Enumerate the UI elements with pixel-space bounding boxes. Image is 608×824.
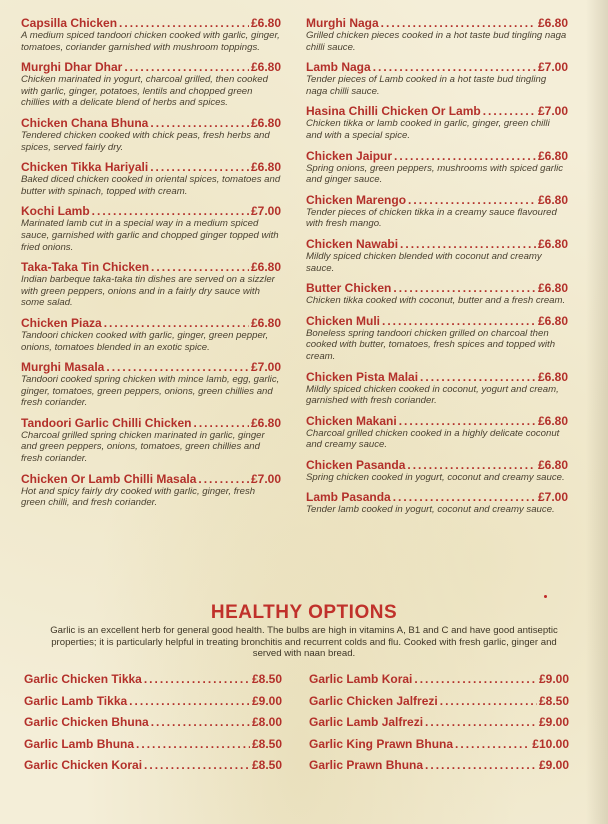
item-name: Garlic Chicken Jalfrezi xyxy=(309,693,438,708)
dot-leader xyxy=(136,737,250,751)
dot-leader xyxy=(106,360,249,374)
dot-leader xyxy=(407,458,536,472)
item-description: A medium spiced tandoori chicken cooked with garlic, ginger, tomatoes, coriander garnished with mushroom toppings. xyxy=(21,30,280,53)
item-name: Chicken Or Lamb Chilli Masala xyxy=(21,471,197,486)
item-name: Chicken Makani xyxy=(306,413,397,428)
item-name: Garlic Chicken Bhuna xyxy=(24,715,149,729)
item-price: £7.00 xyxy=(250,471,281,486)
dot-leader xyxy=(129,694,250,708)
menu-item xyxy=(21,204,281,253)
item-name: Lamb Naga xyxy=(306,60,371,75)
menu-item xyxy=(306,490,568,516)
item-name: Chicken Pista Malai xyxy=(306,369,419,384)
menu-item xyxy=(306,370,568,407)
item-name: Tandoori Garlic Chilli Chicken xyxy=(21,415,192,430)
menu-item xyxy=(21,260,281,309)
item-name: Chicken Chana Bhuna xyxy=(21,115,149,130)
item-description: Chicken tikka or lamb cooked in garlic, ginger, green chilli and with a special spice. xyxy=(306,118,550,141)
item-name: Chicken Piaza xyxy=(21,315,102,330)
menu-item xyxy=(306,458,568,484)
item-price: £8.50 xyxy=(251,736,282,751)
item-description: Grilled chicken pieces cooked in a hot taste bud tingling naga chilli sauce. xyxy=(306,30,567,53)
dot-leader xyxy=(425,715,537,729)
garlic-item xyxy=(24,737,282,751)
item-price: £6.80 xyxy=(537,413,568,428)
item-description: Spring onions, green peppers, mushrooms with spiced garlic and ginger sauce. xyxy=(306,162,564,186)
item-description: Charcoal grilled chicken cooked in a highly delicate coconut and creamy sauce. xyxy=(306,427,560,451)
item-price: £10.00 xyxy=(532,736,569,751)
item-price: £6.80 xyxy=(250,315,281,330)
dot-leader xyxy=(393,490,536,504)
item-name: Murghi Masala xyxy=(21,360,105,375)
item-price: £6.80 xyxy=(537,192,568,207)
menu-item xyxy=(306,237,568,274)
item-name: Garlic Lamb Tikka xyxy=(24,693,128,708)
item-description: Tender pieces of chicken tikka in a creamy sauce flavoured with fresh mango. xyxy=(306,206,557,230)
right-menu-column xyxy=(306,16,568,523)
item-name: Lamb Pasanda xyxy=(306,490,391,505)
item-name: Garlic Chicken Tikka xyxy=(24,672,142,686)
item-name: Murghi Naga xyxy=(306,16,379,30)
menu-item xyxy=(306,193,568,230)
item-price: £7.00 xyxy=(537,60,568,75)
print-speck xyxy=(544,595,547,598)
item-price: £8.50 xyxy=(538,693,569,708)
item-description: Charcoal grilled spring chicken marinated in garlic, ginger and green peppers, onions, tomatoes, green chillies and fresh coriander. xyxy=(21,429,265,465)
garlic-left-list xyxy=(24,672,282,780)
item-description: Chicken tikka cooked with coconut, butter and a fresh cream. xyxy=(306,295,566,307)
item-price: £6.80 xyxy=(537,236,568,251)
dot-leader xyxy=(92,204,249,218)
item-price: £8.00 xyxy=(251,715,282,729)
item-price: £6.80 xyxy=(537,457,568,472)
item-price: £9.00 xyxy=(538,715,569,729)
item-description: Tender pieces of Lamb cooked in a hot taste bud tingling naga chilli sauce. xyxy=(306,74,547,97)
item-price: £6.80 xyxy=(250,260,281,275)
item-price: £9.00 xyxy=(538,672,569,686)
item-name: Garlic Chicken Korai xyxy=(24,758,143,772)
item-name: Taka-Taka Tin Chicken xyxy=(21,260,150,275)
item-name: Capsilla Chicken xyxy=(21,16,118,30)
dot-leader xyxy=(440,694,537,708)
left-menu-column xyxy=(21,16,281,516)
dot-leader xyxy=(144,758,250,772)
item-description: Tender lamb cooked in yogurt, coconut and creamy sauce. xyxy=(306,504,555,516)
item-price: £7.00 xyxy=(537,490,568,505)
dot-leader xyxy=(425,758,537,772)
dot-leader xyxy=(151,260,249,274)
menu-item xyxy=(21,160,281,197)
item-name: Garlic Lamb Jalfrezi xyxy=(309,715,424,729)
garlic-item xyxy=(309,737,569,751)
dot-leader xyxy=(399,414,536,428)
dot-leader xyxy=(394,149,536,163)
item-name: Chicken Muli xyxy=(306,313,381,328)
dot-leader xyxy=(151,715,250,729)
item-name: Chicken Pasanda xyxy=(306,457,406,472)
dot-leader xyxy=(119,16,249,30)
item-price: £6.80 xyxy=(250,160,281,175)
item-price: £6.80 xyxy=(250,16,281,30)
item-name: Chicken Nawabi xyxy=(306,236,399,251)
dot-leader xyxy=(373,60,536,74)
item-price: £6.80 xyxy=(250,415,281,430)
item-price: £7.00 xyxy=(537,104,568,119)
dot-leader xyxy=(420,370,536,384)
item-price: £7.00 xyxy=(250,204,281,219)
dot-leader xyxy=(381,16,536,30)
item-description: Tandoori cooked spring chicken with mince lamb, egg, garlic, ginger, tomatoes, green peppers, onions, green chillies and fresh coriander. xyxy=(21,374,280,409)
dot-leader xyxy=(150,160,249,174)
item-description: Spring chicken cooked in yogurt, coconut and creamy sauce. xyxy=(306,471,565,483)
dot-leader xyxy=(150,116,249,130)
menu-item xyxy=(306,281,568,307)
item-name: Chicken Marengo xyxy=(306,192,407,207)
item-price: £9.00 xyxy=(251,693,282,708)
dot-leader xyxy=(455,737,530,751)
page-edge-shadow xyxy=(586,0,608,824)
item-description: Mildly spiced chicken blended with coconut and creamy sauce. xyxy=(306,250,542,274)
item-price: £6.80 xyxy=(250,115,281,130)
dot-leader xyxy=(104,316,249,330)
garlic-item xyxy=(24,715,282,729)
menu-item xyxy=(21,16,281,53)
healthy-options-heading: HEALTHY OPTIONS xyxy=(210,602,398,623)
menu-item xyxy=(21,360,281,409)
menu-item xyxy=(21,472,281,509)
item-name: Kochi Lamb xyxy=(21,204,90,219)
item-description: Hot and spicy fairly dry cooked with garlic, ginger, fresh green chilli, and fresh coriander. xyxy=(21,485,256,509)
dot-leader xyxy=(144,672,250,686)
garlic-item xyxy=(309,694,569,708)
item-name: Butter Chicken xyxy=(306,281,392,296)
item-price: £7.00 xyxy=(250,360,281,375)
item-price: £6.80 xyxy=(537,16,568,30)
item-price: £6.80 xyxy=(250,60,281,75)
dot-leader xyxy=(198,472,249,486)
garlic-item xyxy=(309,672,569,686)
dot-leader xyxy=(124,60,249,74)
garlic-item xyxy=(309,758,569,772)
menu-item xyxy=(21,416,281,465)
item-price: £8.50 xyxy=(251,672,282,686)
dot-leader xyxy=(483,104,536,118)
item-description: Tandoori chicken cooked with garlic, ginger, green pepper, onions, tomatoes blended in an exotic spice. xyxy=(21,329,269,353)
garlic-right-list xyxy=(309,672,569,780)
item-price: £6.80 xyxy=(537,148,568,163)
dot-leader xyxy=(193,416,248,430)
menu-item xyxy=(306,60,568,97)
menu-item xyxy=(306,314,568,363)
menu-item xyxy=(21,116,281,153)
item-price: £6.80 xyxy=(537,281,568,296)
menu-item xyxy=(306,16,568,53)
menu-item xyxy=(306,104,568,141)
item-description: Baked diced chicken cooked in oriental spices, tomatoes and butter with spinach, topped with cream. xyxy=(21,174,281,197)
item-name: Garlic Lamb Bhuna xyxy=(24,736,135,751)
dot-leader xyxy=(408,193,536,207)
item-description: Tendered chicken cooked with chick peas, fresh herbs and spices, served fairly dry. xyxy=(21,129,270,153)
garlic-item xyxy=(24,694,282,708)
item-name: Murghi Dhar Dhar xyxy=(21,60,123,75)
dot-leader xyxy=(382,314,536,328)
item-name: Garlic King Prawn Bhuna xyxy=(309,736,454,751)
item-name: Garlic Lamb Korai xyxy=(309,672,413,686)
item-description: Indian barbeque taka-taka tin dishes are served on a sizzler with green peppers, onions and in a fairly dry sauce with some salad. xyxy=(21,274,275,309)
item-name: Garlic Prawn Bhuna xyxy=(309,758,424,772)
healthy-options-intro: Garlic is an excellent herb for general good health. The bulbs are high in vitamins A, B1 and C and have good antiseptic properties; it is particularly helpful in treating bronchitis and recurrent colds and flu. Cooked with fresh garlic, ginger and served with naan bread. xyxy=(50,625,558,659)
menu-item xyxy=(21,316,281,353)
dot-leader xyxy=(400,237,536,251)
item-name: Hasina Chilli Chicken Or Lamb xyxy=(306,104,481,119)
item-description: Marinated lamb cut in a special way in a medium spiced sauce, garnished with garlic and chopped ginger topped with fried onions. xyxy=(21,218,279,253)
garlic-item xyxy=(309,715,569,729)
garlic-item xyxy=(24,758,282,772)
item-price: £6.80 xyxy=(537,369,568,384)
menu-item xyxy=(21,60,281,109)
dot-leader xyxy=(414,672,537,686)
item-price: £6.80 xyxy=(537,313,568,328)
item-description: Boneless spring tandoori chicken grilled on charcoal then cooked with butter, tomatoes, fresh spices and topped with cream. xyxy=(306,327,556,362)
item-price: £8.50 xyxy=(251,758,282,772)
item-description: Mildly spiced chicken cooked in coconut, yogurt and cream, garnished with fresh coriander. xyxy=(306,383,559,407)
item-name: Chicken Jaipur xyxy=(306,148,393,163)
item-description: Chicken marinated in yogurt, charcoal grilled, then cooked with garlic, ginger, potatoes, lentils and chopped green chillies with a delicate blend of herbs and spices. xyxy=(21,74,268,109)
item-price: £9.00 xyxy=(538,758,569,772)
item-name: Chicken Tikka Hariyali xyxy=(21,160,149,175)
dot-leader xyxy=(393,281,536,295)
menu-item xyxy=(306,149,568,186)
garlic-item xyxy=(24,672,282,686)
menu-item xyxy=(306,414,568,451)
